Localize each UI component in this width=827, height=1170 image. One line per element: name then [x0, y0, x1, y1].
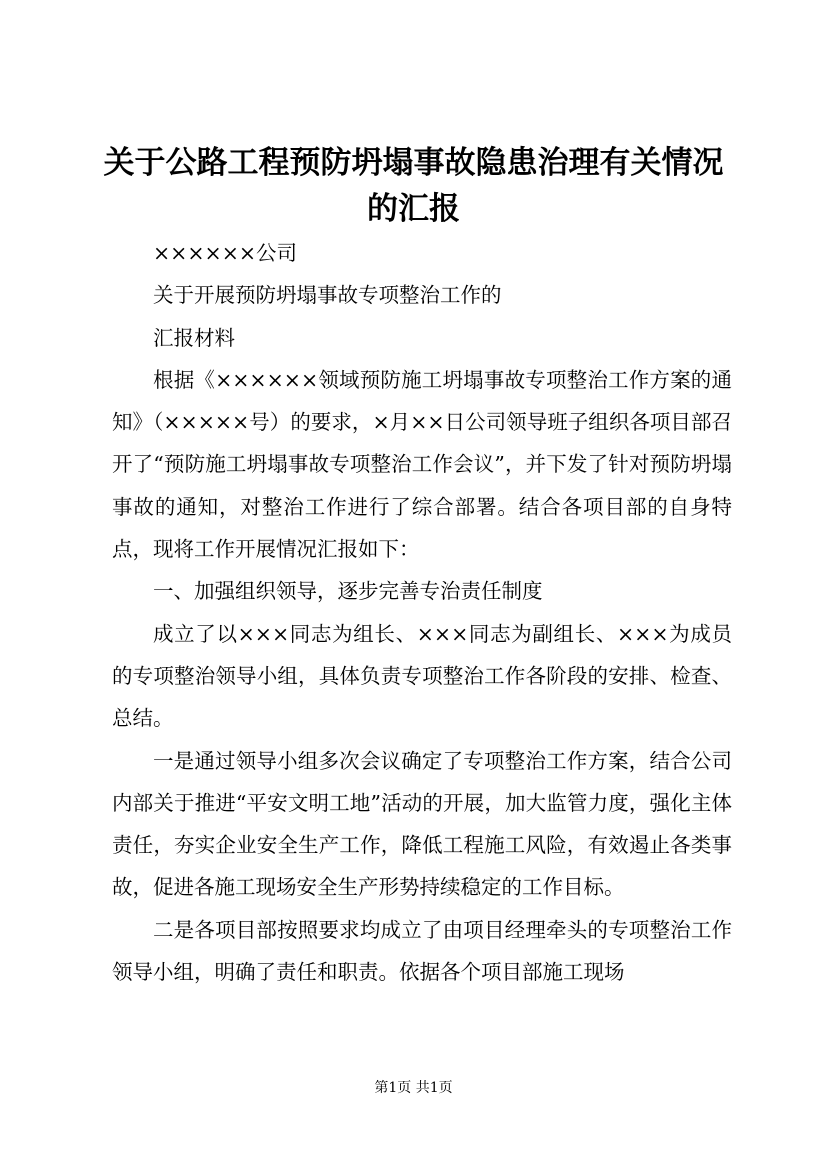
paragraph: 二是各项目部按照要求均成立了由项目经理牵头的专项整治工作领导小组，明确了责任和职责。依据各个项目部施工现场 [112, 917, 732, 985]
subtitle-line: 关于开展预防坍塌事故专项整治工作的 [153, 283, 502, 308]
material-line: 汇报材料 [153, 325, 235, 350]
paragraph: 根据《××××××领域预防施工坍塌事故专项整治工作方案的通知》（×××××号）的要求，×月××日公司领导班子组织各项目部召开了“预防施工坍塌事故专项整治工作会议”，并下发了针对预防坍塌事故的通知，对整治工作进行了综合部署。结合各项目部的自身特点，现将工作开展情况汇报如下： [112, 367, 732, 562]
paragraph: 成立了以×××同志为组长、×××同志为副组长、×××为成员的专项整治领导小组，具体负责专项整治工作各阶段的安排、检查、总结。 [112, 621, 732, 731]
company-line: ××××××公司 [153, 241, 298, 265]
document-title: 关于公路工程预防坍塌事故隐患治理有关情况的汇报 [103, 145, 724, 227]
section-heading: 一、加强组织领导，逐步完善专治责任制度 [153, 579, 543, 604]
page-footer: 第1页 共1页 [374, 1080, 453, 1096]
document-body [112, 232, 732, 993]
paragraph: 一是通过领导小组多次会议确定了专项整治工作方案，结合公司内部关于推进“平安文明工地”活动的开展，加大监管力度，强化主体责任，夯实企业安全生产工作，降低工程施工风险，有效遏止各类事故，促进各施工现场安全生产形势持续稳定的工作目标。 [112, 748, 732, 900]
